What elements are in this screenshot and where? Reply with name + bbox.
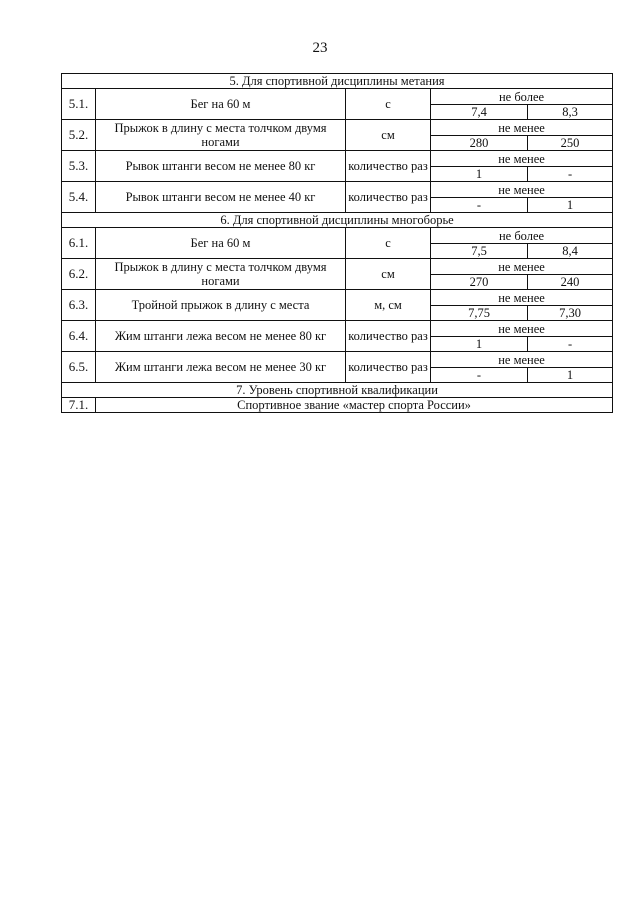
table-row [62, 290, 613, 306]
exercise-name: Рывок штанги весом не менее 40 кг [96, 182, 346, 213]
item-number: 6.4. [62, 321, 96, 352]
value-first: - [431, 198, 528, 213]
value-second: 250 [528, 136, 613, 151]
item-number: 5.3. [62, 151, 96, 182]
table-row [62, 228, 613, 244]
item-number: 5.2. [62, 120, 96, 151]
exercise-name: Жим штанги лежа весом не менее 80 кг [96, 321, 346, 352]
section-header-row [62, 74, 613, 89]
table-row [62, 352, 613, 368]
section-header-row [62, 383, 613, 398]
table-row [62, 259, 613, 275]
table-row [62, 182, 613, 198]
condition-label: не менее [431, 259, 613, 275]
value-first: - [431, 368, 528, 383]
value-first: 7,4 [431, 105, 528, 120]
value-second: 1 [528, 198, 613, 213]
value-second: 240 [528, 275, 613, 290]
qualification-text: Спортивное звание «мастер спорта России» [96, 398, 613, 413]
exercise-name: Жим штанги лежа весом не менее 30 кг [96, 352, 346, 383]
condition-label: не менее [431, 321, 613, 337]
item-number: 5.4. [62, 182, 96, 213]
value-second: 1 [528, 368, 613, 383]
exercise-name: Бег на 60 м [96, 89, 346, 120]
item-number: 6.1. [62, 228, 96, 259]
condition-label: не более [431, 228, 613, 244]
unit-of-measure: количество раз [346, 182, 431, 213]
table-row [62, 151, 613, 167]
unit-of-measure: количество раз [346, 352, 431, 383]
table-row [62, 89, 613, 105]
unit-of-measure: количество раз [346, 321, 431, 352]
value-second: - [528, 167, 613, 182]
condition-label: не менее [431, 352, 613, 368]
value-first: 270 [431, 275, 528, 290]
value-first: 1 [431, 167, 528, 182]
table-row [62, 120, 613, 136]
value-first: 1 [431, 337, 528, 352]
section-title: 5. Для спортивной дисциплины метания [62, 74, 613, 89]
exercise-name: Бег на 60 м [96, 228, 346, 259]
unit-of-measure: количество раз [346, 151, 431, 182]
value-second: 8,3 [528, 105, 613, 120]
condition-label: не менее [431, 182, 613, 198]
exercise-name: Прыжок в длину с места толчком двумя ногами [96, 259, 346, 290]
value-second: 8,4 [528, 244, 613, 259]
unit-of-measure: с [346, 89, 431, 120]
standards-table [61, 73, 613, 413]
item-number: 5.1. [62, 89, 96, 120]
exercise-name: Рывок штанги весом не менее 80 кг [96, 151, 346, 182]
page-number: 23 [312, 40, 328, 56]
value-second: 7,30 [528, 306, 613, 321]
unit-of-measure: м, см [346, 290, 431, 321]
condition-label: не менее [431, 290, 613, 306]
table-row [62, 321, 613, 337]
table-row [62, 398, 613, 413]
item-number: 6.2. [62, 259, 96, 290]
value-first: 7,75 [431, 306, 528, 321]
value-first: 7,5 [431, 244, 528, 259]
condition-label: не более [431, 89, 613, 105]
unit-of-measure: см [346, 120, 431, 151]
condition-label: не менее [431, 120, 613, 136]
item-number: 7.1. [62, 398, 96, 413]
section-title: 6. Для спортивной дисциплины многоборье [62, 213, 613, 228]
exercise-name: Прыжок в длину с места толчком двумя ногами [96, 120, 346, 151]
condition-label: не менее [431, 151, 613, 167]
value-second: - [528, 337, 613, 352]
section-title: 7. Уровень спортивной квалификации [62, 383, 613, 398]
unit-of-measure: с [346, 228, 431, 259]
item-number: 6.5. [62, 352, 96, 383]
value-first: 280 [431, 136, 528, 151]
unit-of-measure: см [346, 259, 431, 290]
item-number: 6.3. [62, 290, 96, 321]
section-header-row [62, 213, 613, 228]
exercise-name: Тройной прыжок в длину с места [96, 290, 346, 321]
